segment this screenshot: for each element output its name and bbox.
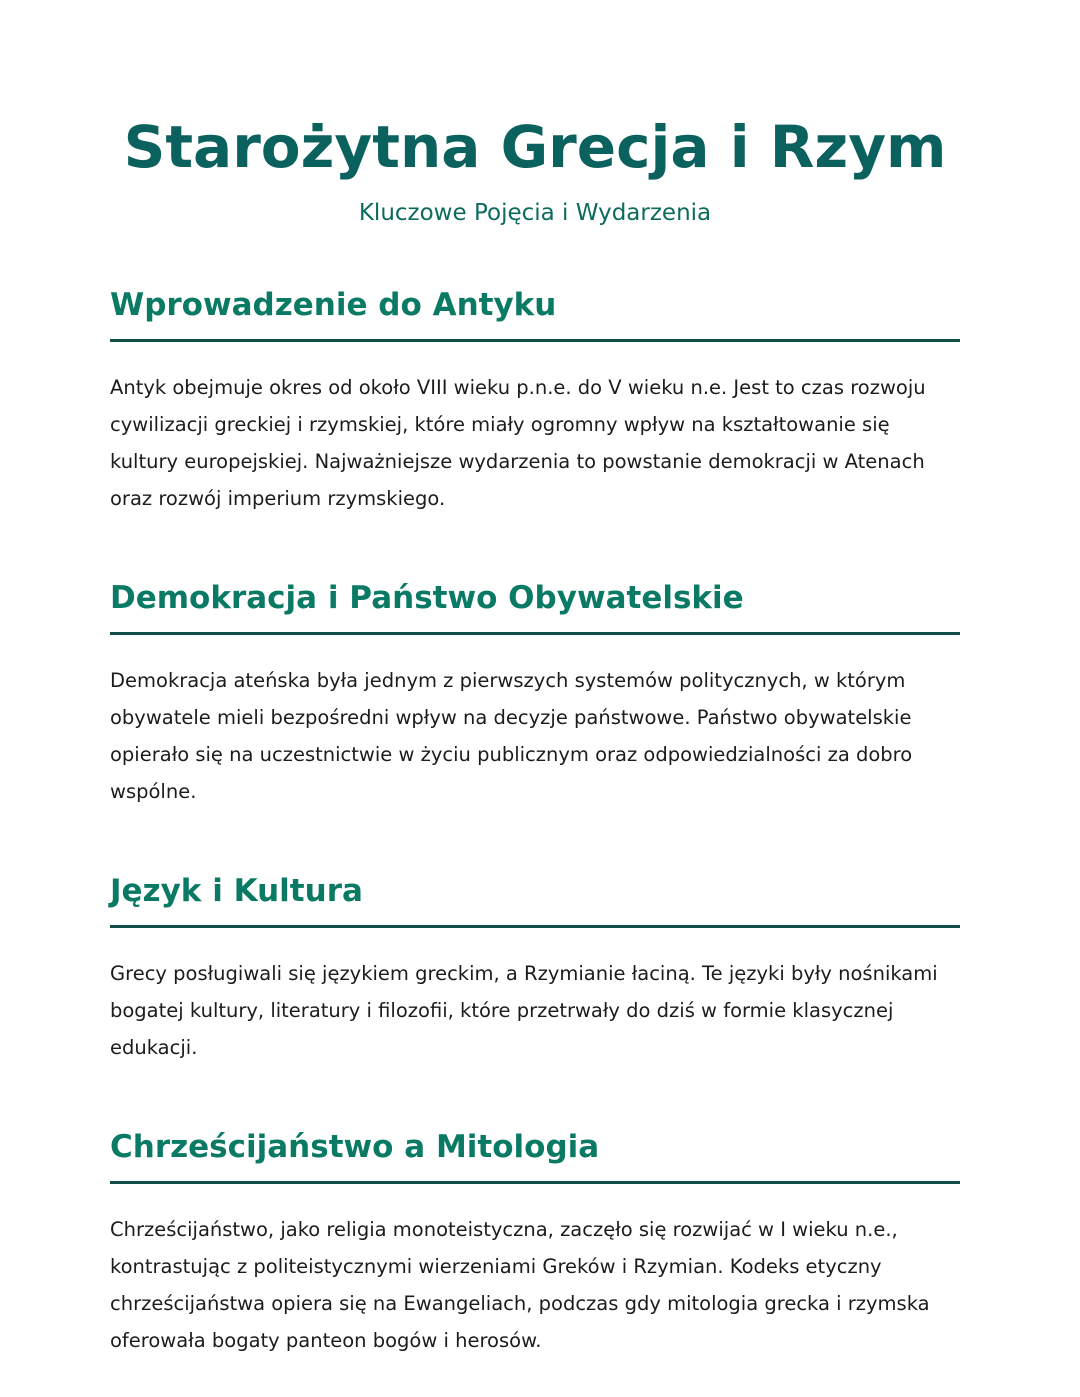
section-intro (110, 283, 960, 517)
page-title: Starożytna Grecja i Rzym (123, 113, 947, 181)
section-heading: Demokracja i Państwo Obywatelskie (110, 576, 960, 635)
section-body: Antyk obejmuje okres od około VIII wieku p.n.e. do V wieku n.e. Jest to czas rozwoju cywilizacji greckiej i rzymskiej, które miały ogromny wpływ na kształtowanie się kultury europejskiej. Najważniejsze wydarzenia to powstanie demokracji w Atenach oraz rozwój imperium rzymskiego. (110, 376, 926, 510)
section-language (110, 869, 960, 1066)
section-christianity (110, 1125, 960, 1359)
section-body: Chrześcijaństwo, jako religia monoteistyczna, zaczęło się rozwijać w I wieku n.e., kontrastując z politeistycznymi wierzeniami Greków i Rzymian. Kodeks etyczny chrześcijaństwa opiera się na Ewangeliach, podczas gdy mitologia grecka i rzymska oferowała bogaty panteon bogów i herosów. (110, 1218, 930, 1352)
document-page (110, 0, 960, 1359)
section-body: Grecy posługiwali się językiem greckim, a Rzymianie łaciną. Te języki były nośnikami bogatej kultury, literatury i filozofii, które przetrwały do dziś w formie klasycznej edukacji. (110, 962, 938, 1059)
section-democracy (110, 576, 960, 810)
section-heading: Język i Kultura (110, 869, 960, 928)
section-heading: Chrześcijaństwo a Mitologia (110, 1125, 960, 1184)
page-subtitle: Kluczowe Pojęcia i Wydarzenia (358, 200, 712, 226)
section-heading: Wprowadzenie do Antyku (110, 283, 960, 342)
section-body: Demokracja ateńska była jednym z pierwszych systemów politycznych, w którym obywatele mieli bezpośredni wpływ na decyzje państwowe. Państwo obywatelskie opierało się na uczestnictwie w życiu publicznym oraz odpowiedzialności za dobro wspólne. (110, 669, 913, 803)
